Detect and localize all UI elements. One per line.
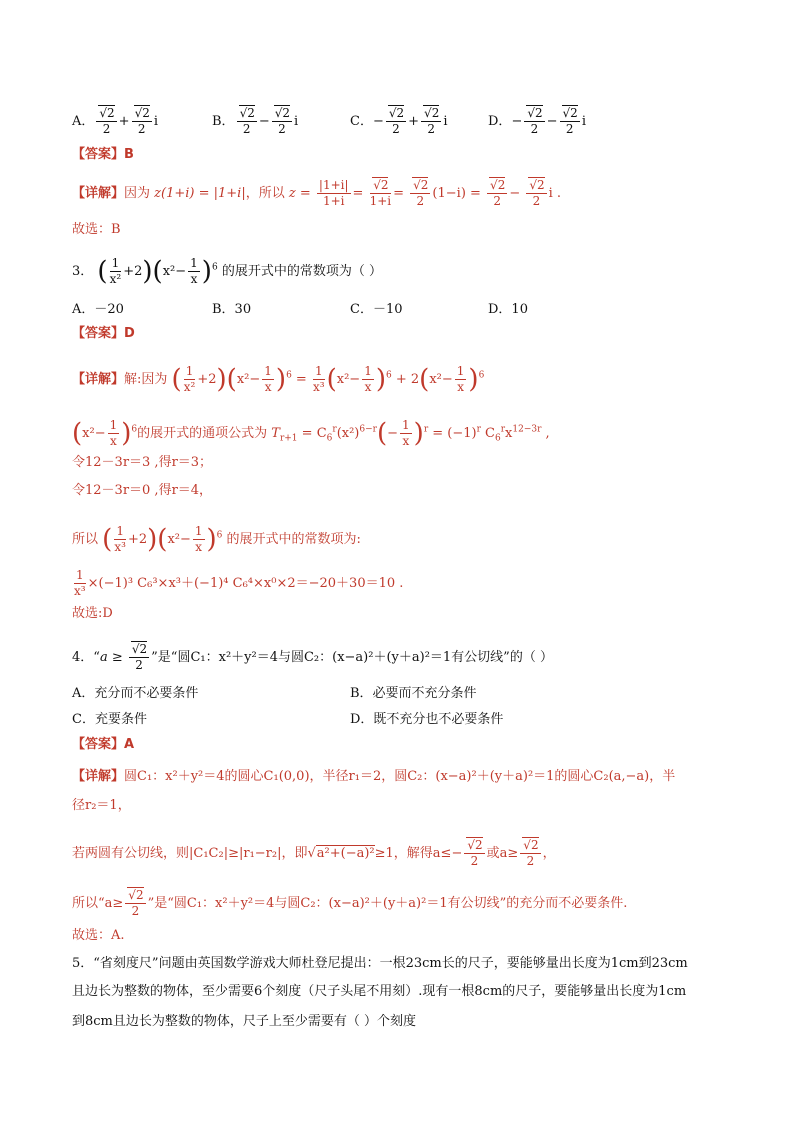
detail-text: 所以 (72, 532, 99, 547)
q4-detail-line2: 径r₂＝1， (72, 798, 131, 813)
fraction: $\frac{1}{\text{x³}}$ (74, 568, 86, 598)
fraction: $\frac{√2}{2}$ (129, 642, 149, 673)
imag-unit: i (443, 114, 448, 129)
q4-option-d: D．既不充分也不必要条件 (350, 712, 504, 727)
q2-option-a: A． $\frac{√2}{2}$ + $\frac{√2}{2}$ i (72, 106, 159, 136)
fraction: $\frac{√2}{2}$ (524, 106, 544, 137)
q5-line2: 且边长为整数的物体，至少需要6个刻度（尺子头尾不用刻）.现有一根8cm的尺子，要能够量出长度为1cm (72, 984, 687, 999)
fraction: $\frac{√2}{2}$ (272, 106, 292, 137)
option-letter: D． (488, 114, 512, 129)
formula: $T_{r+1} = C_6^r(x^2)^{6-r}(-$ $\frac{1}{x}$ )$^r = (-1)^r$ $C_6^rx^{12-3r}$ , (271, 418, 550, 449)
choose-text: 故选：B (72, 222, 121, 237)
q4-option-c: C．充要条件 (72, 712, 147, 727)
q3-option-a: A．－20 (72, 302, 124, 317)
stem-text: ”是“圆C₁：x²＋y²＝4与圆C₂：(x−a)²＋(y＋a)²＝1有公切线”的（ ） (151, 650, 553, 665)
fraction: $\frac{√2}{2}$ (386, 106, 406, 137)
detail-text: 若两圆有公切线，则|C₁C₂|≥|r₁−r₂|，即 (72, 846, 308, 861)
q3-detail-line5 (72, 524, 361, 555)
detail-text: 的展开式的通项公式为 (137, 426, 268, 441)
fraction: $\frac{√2}{2}$ (560, 106, 580, 137)
detail-text: ×(−1)³ C₆³×x³＋(−1)⁴ C₆⁴×x⁰×2＝−20＋30＝10 . (87, 576, 404, 591)
imag-unit: i (153, 114, 159, 129)
option-letter: A． (72, 114, 95, 129)
detail-text: 因为 (124, 186, 151, 201)
q2-option-d: D．− $\frac{√2}{2}$ − $\frac{√2}{2}$ i (488, 106, 586, 136)
question-number: 3． (72, 264, 94, 279)
q3-option-b: B．30 (212, 302, 252, 317)
imag-unit: i (581, 114, 586, 129)
q3-stem (72, 256, 382, 287)
answer-tag: 【答案】 (72, 737, 125, 752)
imag-unit: i (294, 114, 299, 129)
answer-value: D (124, 326, 135, 341)
q3-detail-line1 (72, 364, 484, 395)
detail-tag: 【详解】 (72, 769, 125, 784)
q3-answer (72, 324, 135, 344)
fraction: $\frac{√2}{2}$ (96, 106, 116, 137)
q2-option-b: B． $\frac{√2}{2}$ − $\frac{√2}{2}$ i (212, 106, 299, 136)
q4-stem: 4．“a ≥ $\frac{√2}{2}$ ”是“圆C₁：x²＋y²＝4与圆C₂：(x−a)²＋(y＋a)²＝1有公切线”的（ ） (72, 642, 553, 672)
detail-tag: 【详解】 (72, 372, 125, 387)
q2-answer (72, 145, 134, 165)
detail-text: ”是“圆C₁：x²＋y²＝4与圆C₂：(x−a)²＋(y＋a)²＝1有公切线”的充分而不必要条件. (147, 896, 628, 911)
fraction: $\frac{√2}{2}$ (520, 838, 540, 869)
q3-choose: 故选:D (72, 606, 113, 621)
q4-detail-line3: 若两圆有公切线，则|C₁C₂|≥|r₁−r₂|，即√a²+(−a)²≥1，解得a≤− $\frac{√2}{2}$ 或a≥ $\frac{√2}{2}$ ， (72, 838, 556, 868)
fraction: $\frac{√2}{2}$ (132, 106, 152, 137)
q2-detail (72, 178, 561, 209)
detail-text: 的展开式中的常数项为: (226, 532, 361, 547)
formula: ( $\frac{1}{\text{x²}}$ +2)(x²− $\frac{1}{x}$ )$^6$ (97, 256, 218, 287)
q4-detail-line4 (72, 888, 627, 919)
answer-tag: 【答案】 (72, 147, 125, 162)
fraction: $\frac{√2}{2}$ (125, 888, 145, 919)
q5-line1: 5．“省刻度尺”问题由英国数学游戏大师杜登尼提出：一根23cm长的尺子，要能够量出长度为1cm到23cm (72, 956, 688, 971)
q3-option-d: D．10 (488, 302, 528, 317)
formula: z = $\frac{|1+i|}{1+i}$ = $\frac{√2}{1+i}$ = $\frac{√2}{2}$ (1−i) = $\frac{√2}{2}$ − $\frac{√2}{2}$ i . (288, 178, 562, 208)
q4-answer (72, 735, 134, 755)
option-letter: B． (212, 114, 235, 129)
q4-option-b: B．必要而不充分条件 (350, 686, 477, 701)
formula: ( $\frac{1}{\text{x³}}$ +2)(x²− $\frac{1}{x}$ )$^6$ (102, 524, 223, 555)
q2-choose (72, 220, 121, 240)
fraction: $\frac{√2}{2}$ (237, 106, 257, 137)
fraction: $\frac{√2}{2}$ (421, 106, 441, 137)
detail-mid: ，所以 (245, 186, 285, 201)
stem-text: 的展开式中的常数项为（ ） (221, 264, 382, 279)
formula: ( $\frac{1}{\text{x²}}$ +2)(x²− $\frac{1}{x}$ )$^6$ = $\frac{1}{\text{x³}}$ (x²− $\frac{1}{x}$ )$^6$ + 2(x²− $\frac{1}{x}$ )$^6$ (171, 364, 485, 395)
q3-detail-line2 (72, 418, 550, 449)
detail-text: 所以“a≥ (72, 896, 124, 911)
q4-option-a: A．充分而不必要条件 (72, 686, 199, 701)
answer-tag: 【答案】 (72, 326, 125, 341)
q3-option-c: C．－10 (350, 302, 403, 317)
detail-tag: 【详解】 (72, 186, 125, 201)
detail-text: ≥1，解得a≤ (374, 846, 452, 861)
detail-text: 圆C₁：x²＋y²＝4的圆心C₁(0,0)，半径r₁＝2，圆C₂：(x−a)²＋(y＋a)²＝1的圆心C₂(a,−a)，半 (124, 769, 676, 784)
q3-detail-line3: 令12－3r＝3 ,得r＝3； (72, 455, 213, 470)
q4-detail-line1 (72, 767, 675, 787)
formula: √a²+(−a)² (307, 846, 375, 861)
q3-detail-line4: 令12－3r＝0 ,得r＝4， (72, 483, 213, 498)
detail-text: 或a≥ (486, 846, 519, 861)
q5-line3: 到8cm且边长为整数的物体，尺子上至少需要有（ ）个刻度 (72, 1014, 417, 1029)
formula: (x²− $\frac{1}{x}$ )$^6$ (72, 418, 138, 449)
q2-option-c: C．− $\frac{√2}{2}$ + $\frac{√2}{2}$ i (350, 106, 448, 136)
option-letter: C． (350, 114, 373, 129)
answer-value: A (124, 737, 135, 752)
q4-choose: 故选：A. (72, 928, 125, 943)
q3-detail-line6 (72, 568, 403, 599)
fraction: $\frac{√2}{2}$ (464, 838, 484, 869)
answer-value: B (124, 147, 134, 162)
detail-text: 解:因为 (124, 372, 168, 387)
question-number: 4． (72, 650, 94, 665)
formula: z(1+i) = |1+i| (154, 186, 246, 201)
